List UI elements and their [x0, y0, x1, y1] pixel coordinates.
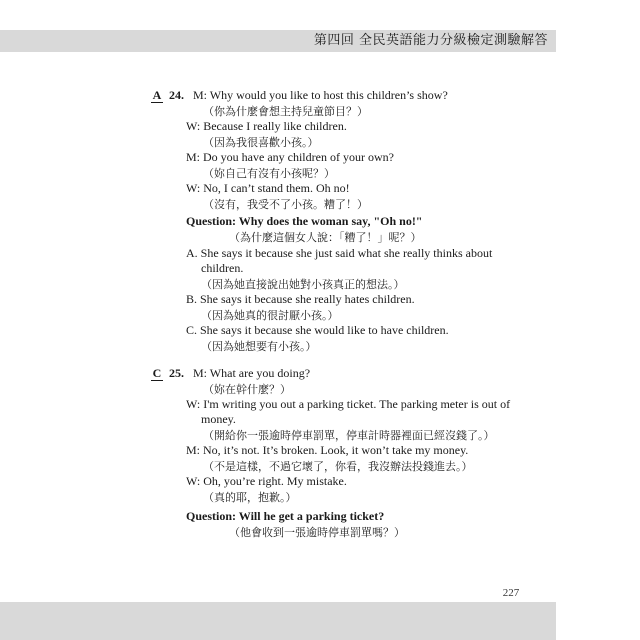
q24-option-b: B. She says it because she really hates children. — [186, 292, 415, 306]
q24-line: （你為什麼會想主持兒童節目？） — [203, 105, 368, 118]
q25-number: 25. — [169, 366, 184, 380]
q24-line: W: No, I can’t stand them. Oh no! — [186, 181, 350, 195]
q25-line: （真的耶，抱歉。） — [203, 491, 297, 504]
q24-heading — [151, 88, 448, 103]
page-header — [0, 30, 556, 52]
q24-question-zh: （為什麼這個女人說：「糟了！」呢？） — [229, 231, 422, 244]
page-number: 227 — [502, 587, 520, 599]
q24-line: M: Do you have any children of your own? — [186, 150, 394, 164]
q25-answer: C — [152, 366, 162, 380]
q24-line: M: Why would you like to host this children’s show? — [193, 88, 448, 102]
q24-question: Question: Why does the woman say, "Oh no!" — [186, 214, 423, 228]
q25-question-zh: （他會收到一張逾時停車罰單嗎？） — [229, 526, 405, 539]
q25-line: W: Oh, you’re right. My mistake. — [186, 474, 347, 488]
q25-line: （不是這樣，不過它壞了，你看，我沒辦法投錢進去。） — [203, 460, 473, 473]
q24-line: （妳自己有沒有小孩呢？） — [203, 167, 335, 180]
q25-heading — [151, 366, 310, 381]
q25-line: M: No, it’s not. It’s broken. Look, it won’t take my money. — [186, 443, 469, 457]
q24-option-a-cont: children. — [201, 261, 244, 275]
q24-option-a: A. She says it because she just said what she really thinks about — [186, 246, 493, 260]
q25-line: money. — [201, 412, 236, 426]
q24-line: （沒有，我受不了小孩。糟了！） — [203, 198, 368, 211]
q24-option-c: C. She says it because she would like to have children. — [186, 323, 449, 337]
q24-option-b-zh: （因為她真的很討厭小孩。） — [201, 309, 339, 322]
q25-line: （妳在幹什麼？） — [203, 383, 291, 396]
page-footer — [0, 602, 556, 640]
q24-line: W: Because I really like children. — [186, 119, 347, 133]
header-title: 第四回 全民英語能力分級檢定測驗解答 — [313, 33, 548, 48]
q25-question: Question: Will he get a parking ticket? — [186, 509, 385, 523]
q24-answer: A — [152, 88, 162, 102]
q24-line: （因為我很喜歡小孩。） — [203, 136, 319, 149]
q25-line: M: What are you doing? — [193, 366, 311, 380]
q24-number: 24. — [169, 88, 184, 102]
q25-line: W: I'm writing you out a parking ticket. The parking meter is out of — [186, 397, 511, 411]
q25-line: （開給你一張逾時停車罰單，停車計時器裡面已經沒錢了。） — [203, 429, 495, 442]
q24-option-a-zh: （因為她直接說出她對小孩真正的想法。） — [201, 278, 405, 291]
q24-option-c-zh: （因為她想要有小孩。） — [201, 340, 317, 353]
